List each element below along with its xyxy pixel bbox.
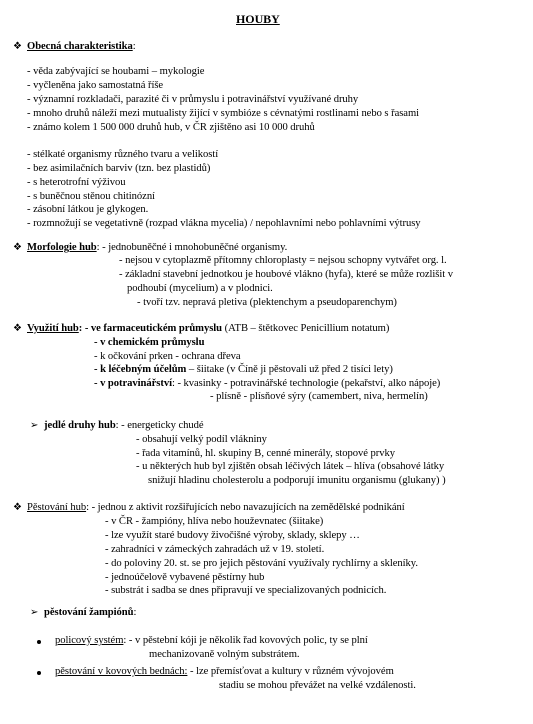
list-item: - lze využít staré budovy živočišné výroby, sklady, sklepy … [105, 530, 360, 541]
list-item: - v ČR - žampióny, hlíva nebo houževnatec (šiitake) [105, 516, 324, 527]
list-item: - nejsou v cytoplazmě přítomny chloroplasty = nejsou schopny vytvářet org. l. [119, 255, 447, 266]
list-item: - v chemickém průmyslu [94, 337, 205, 348]
list-item: - v potravinářství: - kvasinky - potravinářské technologie (pekařství, alko nápoje) [94, 378, 441, 389]
arrow-bullet-icon: ➢ [30, 607, 39, 618]
arrow-bullet-icon: ➢ [30, 420, 39, 431]
list-item: - základní stavební jednotkou je houbové vlákno (hyfa), které se může rozlišit v [119, 269, 454, 280]
list-item: - s heterotrofní výživou [27, 177, 126, 188]
list-item: - jednoúčelově vybavené pěstírny hub [105, 572, 265, 583]
section-vyuziti-heading: Využití hub: - ve farmaceutickém průmyslu (ATB – štětkovec Penicillium notatum) [27, 323, 390, 334]
list-item: - mnoho druhů náleží mezi mutualisty žijící v symbióze s cévnatými rostlinami nebo s řasami [27, 108, 420, 119]
list-item: - zahradníci v zámeckých zahradách už v 19. století. [105, 544, 325, 555]
diamond-bullet-icon: ❖ [13, 242, 22, 253]
list-item: snižují hladinu cholesterolu a podporují imunitu organismu (glukany) ) [148, 475, 446, 486]
section-obecna-heading: Obecná charakteristika: [27, 41, 136, 52]
list-item: - k léčebným účelům – šiitake (v Číně ji pěstovali už před 2 tisíci lety) [94, 364, 393, 375]
list-item: - věda zabývající se houbami – mykologie [27, 66, 205, 77]
list-item: - s buněčnou stěnou chitinózní [27, 191, 155, 202]
list-item: pěstování v kovových bednách: - lze přemísťovat a kultury v různém vývojovém [55, 666, 394, 677]
list-item: - k očkování prken - ochrana dřeva [94, 351, 241, 362]
list-item: podhoubí (mycelium) a v plodnici. [127, 283, 273, 294]
section-zampiony-heading: pěstování žampiónů: [44, 607, 137, 618]
list-item: stadiu se mohou převážet na velké vzdálenosti. [219, 680, 416, 691]
diamond-bullet-icon: ❖ [13, 323, 22, 334]
list-item: - obsahují velký podíl vlákniny [136, 434, 267, 445]
list-item: - zásobní látkou je glykogen. [27, 204, 149, 215]
list-item: policový systém: - v pěstební kóji je několik řad kovových polic, ty se plní [55, 635, 368, 646]
list-item: - do poloviny 20. st. se pro jejich pěstování využívaly rychlírny a skleníky. [105, 558, 418, 569]
list-item: - substrát i sadba se dnes připravují ve specializovaných podnicích. [105, 585, 387, 596]
list-item: - u některých hub byl zjištěn obsah léčivých látek – hlíva (obsahové látky [136, 461, 445, 472]
list-item: - významní rozkladači, parazité či v průmyslu i potravinářství využívané druhy [27, 94, 359, 105]
list-item: - rozmnožují se vegetativně (rozpad vlákna mycelia) / nepohlavními nebo pohlavními výtrusy [27, 218, 421, 229]
list-item: - plísně - plísňové sýry (camembert, niva, hermelín) [210, 391, 428, 402]
list-item: - tvoří tzv. nepravá pletiva (plektenchym a pseudoparenchym) [137, 297, 397, 308]
section-jedle-heading: jedlé druhy hub: - energeticky chudé [44, 420, 204, 431]
diamond-bullet-icon: ❖ [13, 502, 22, 513]
list-item: mechanizovaně volným substrátem. [149, 649, 300, 660]
list-item: - řada vitamínů, hl. skupiny B, cenné minerály, stopové prvky [136, 448, 395, 459]
list-item: - bez asimilačních barviv (tzn. bez plastidů) [27, 163, 211, 174]
section-pestovani-heading: Pěstování hub: - jednou z aktivit rozšiřujících nebo navazujících na zemědělské podnikání [27, 502, 405, 513]
section-morfologie-heading: Morfologie hub: - jednobuněčné i mnohobuněčné organismy. [27, 242, 288, 253]
diamond-bullet-icon: ❖ [13, 41, 22, 52]
bullet-dot-icon [37, 671, 41, 675]
list-item: - stélkaté organismy různého tvaru a velikostí [27, 149, 219, 160]
bullet-dot-icon [37, 640, 41, 644]
page-title: HOUBY [236, 12, 280, 26]
list-item: - vyčleněna jako samostatná říše [27, 80, 164, 91]
list-item: - známo kolem 1 500 000 druhů hub, v ČR zjištěno asi 10 000 druhů [27, 122, 315, 133]
